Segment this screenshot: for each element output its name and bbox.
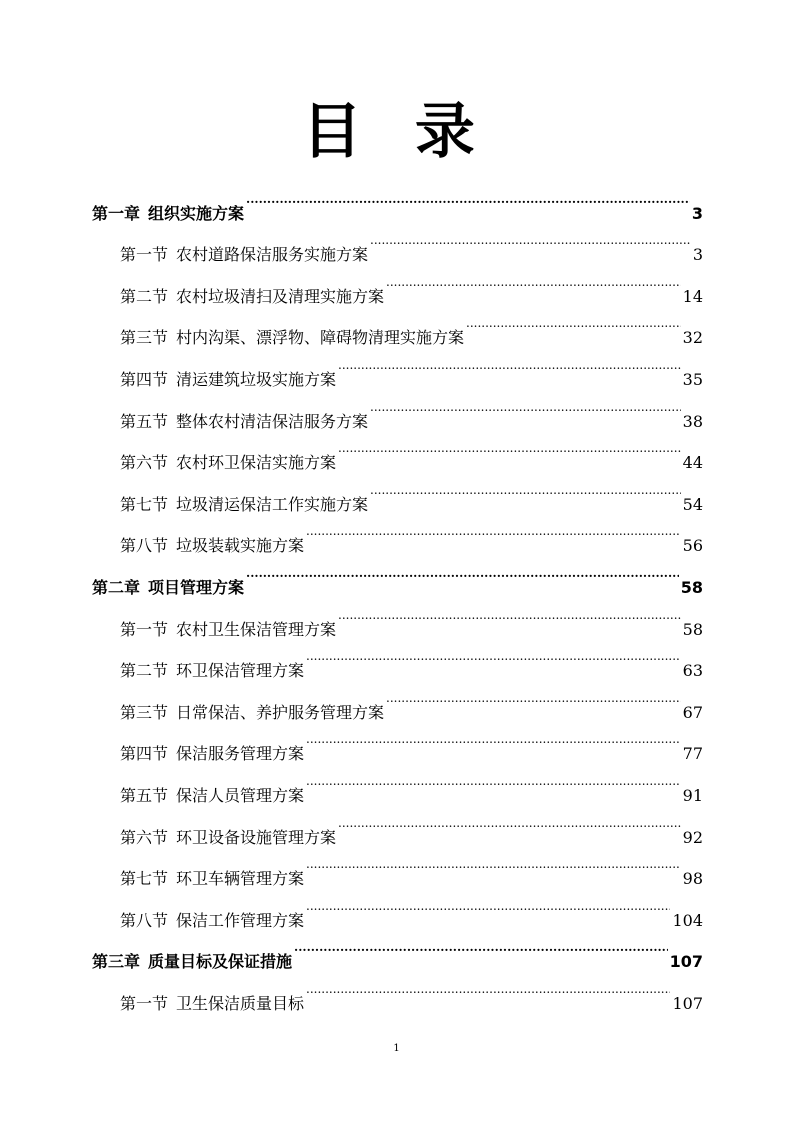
toc-entry-label [92, 193, 244, 235]
toc-dot-leader [306, 718, 681, 760]
toc-dot-leader [338, 801, 681, 843]
toc-entry-label [92, 567, 244, 609]
toc-entry-number: 第一章 [92, 203, 141, 223]
toc-entry-label [120, 858, 304, 900]
toc-entry-page: 98 [682, 869, 703, 889]
toc-entry-label [120, 442, 336, 484]
toc-entry-title: 农村卫生保洁管理方案 [176, 619, 337, 639]
toc-entry-number: 第一节 [120, 993, 169, 1013]
toc-entry-label [120, 775, 304, 817]
toc-chapter-entry[interactable] [92, 177, 703, 223]
toc-entry-page: 35 [682, 369, 703, 389]
toc-entry-page: 107 [672, 993, 703, 1013]
toc-entry-page: 3 [692, 245, 703, 265]
page-number: 1 [393, 1043, 400, 1054]
toc-entry-page: 92 [682, 827, 703, 847]
toc-entry-title: 日常保洁、养护服务管理方案 [176, 702, 385, 722]
toc-entry-title: 组织实施方案 [148, 203, 245, 223]
toc-entry-page: 58 [680, 577, 703, 597]
toc-entry-label [92, 941, 292, 983]
toc-entry-page: 58 [682, 619, 703, 639]
toc-entry-number: 第五节 [120, 411, 169, 431]
toc-entry-label [120, 276, 384, 318]
toc-entry-number: 第六节 [120, 827, 169, 847]
toc-dot-leader [466, 302, 681, 344]
toc-entry-number: 第一节 [120, 619, 169, 639]
toc-entry-label [120, 359, 336, 401]
toc-dot-leader [306, 759, 681, 801]
toc-entry-number: 第八节 [120, 536, 169, 556]
toc-entry-label [120, 817, 336, 859]
toc-dot-leader [370, 468, 681, 510]
toc-entry-page: 91 [682, 785, 703, 805]
page-title: 目 录 [302, 97, 491, 167]
toc-entry-label [120, 900, 304, 942]
toc-entry-title: 保洁服务管理方案 [176, 744, 305, 764]
toc-entry-page: 54 [682, 494, 703, 514]
toc-entry-page: 32 [682, 328, 703, 348]
toc-entry-title: 保洁人员管理方案 [176, 785, 305, 805]
toc-entry-number: 第一节 [120, 245, 169, 265]
toc-entry-title: 村内沟渠、漂浮物、障碍物清理实施方案 [176, 328, 465, 348]
toc-entry-page: 104 [672, 910, 703, 930]
toc-entry-title: 整体农村清洁保洁服务方案 [176, 411, 369, 431]
toc-dot-leader [246, 551, 679, 593]
table-of-contents [92, 177, 703, 1013]
toc-entry-title: 垃圾清运保洁工作实施方案 [176, 494, 369, 514]
toc-entry-title: 环卫车辆管理方案 [176, 869, 305, 889]
toc-entry-number: 第三节 [120, 702, 169, 722]
toc-entry-page: 77 [682, 744, 703, 764]
toc-entry-title: 项目管理方案 [148, 577, 245, 597]
toc-entry-title: 农村道路保洁服务实施方案 [176, 245, 369, 265]
toc-entry-title: 农村环卫保洁实施方案 [176, 453, 337, 473]
toc-entry-page: 67 [682, 702, 703, 722]
toc-dot-leader [306, 884, 670, 926]
toc-entry-number: 第二节 [120, 286, 169, 306]
toc-entry-number: 第八节 [120, 910, 169, 930]
toc-entry-number: 第六节 [120, 453, 169, 473]
toc-entry-title: 农村垃圾清扫及清理实施方案 [176, 286, 385, 306]
toc-entry-number: 第四节 [120, 744, 169, 764]
toc-entry-number: 第四节 [120, 369, 169, 389]
toc-entry-number: 第五节 [120, 785, 169, 805]
toc-dot-leader [386, 676, 681, 718]
toc-entry-title: 环卫保洁管理方案 [176, 661, 305, 681]
toc-entry-number: 第三章 [92, 952, 141, 972]
toc-entry-title: 环卫设备设施管理方案 [176, 827, 337, 847]
toc-entry-number: 第三节 [120, 328, 169, 348]
toc-dot-leader [294, 926, 668, 968]
toc-dot-leader [338, 593, 681, 635]
toc-dot-leader [370, 219, 691, 261]
toc-entry-title: 质量目标及保证措施 [148, 952, 293, 972]
toc-dot-leader [306, 635, 681, 677]
toc-entry-label [120, 733, 304, 775]
toc-entry-label [120, 650, 304, 692]
toc-dot-leader [246, 177, 690, 219]
toc-entry-title: 保洁工作管理方案 [176, 910, 305, 930]
toc-entry-label [120, 401, 368, 443]
toc-entry-title: 垃圾装载实施方案 [176, 536, 305, 556]
toc-entry-title: 卫生保洁质量目标 [176, 993, 305, 1013]
toc-entry-number: 第二章 [92, 577, 141, 597]
toc-entry-label [120, 983, 304, 1025]
toc-entry-label [120, 609, 336, 651]
toc-dot-leader [370, 385, 681, 427]
toc-entry-page: 3 [691, 203, 703, 223]
toc-entry-page: 63 [682, 661, 703, 681]
toc-dot-leader [306, 843, 681, 885]
toc-dot-leader [338, 343, 681, 385]
toc-dot-leader [306, 510, 681, 552]
toc-entry-title: 清运建筑垃圾实施方案 [176, 369, 337, 389]
toc-entry-page: 107 [669, 952, 703, 972]
toc-entry-page: 38 [682, 411, 703, 431]
toc-entry-page: 44 [682, 453, 703, 473]
toc-entry-number: 第七节 [120, 869, 169, 889]
toc-entry-page: 56 [682, 536, 703, 556]
toc-entry-page: 14 [682, 286, 703, 306]
toc-dot-leader [338, 427, 681, 469]
toc-dot-leader [386, 260, 681, 302]
toc-entry-label [120, 234, 368, 276]
toc-entry-number: 第二节 [120, 661, 169, 681]
toc-dot-leader [306, 967, 670, 1009]
toc-entry-number: 第七节 [120, 494, 169, 514]
